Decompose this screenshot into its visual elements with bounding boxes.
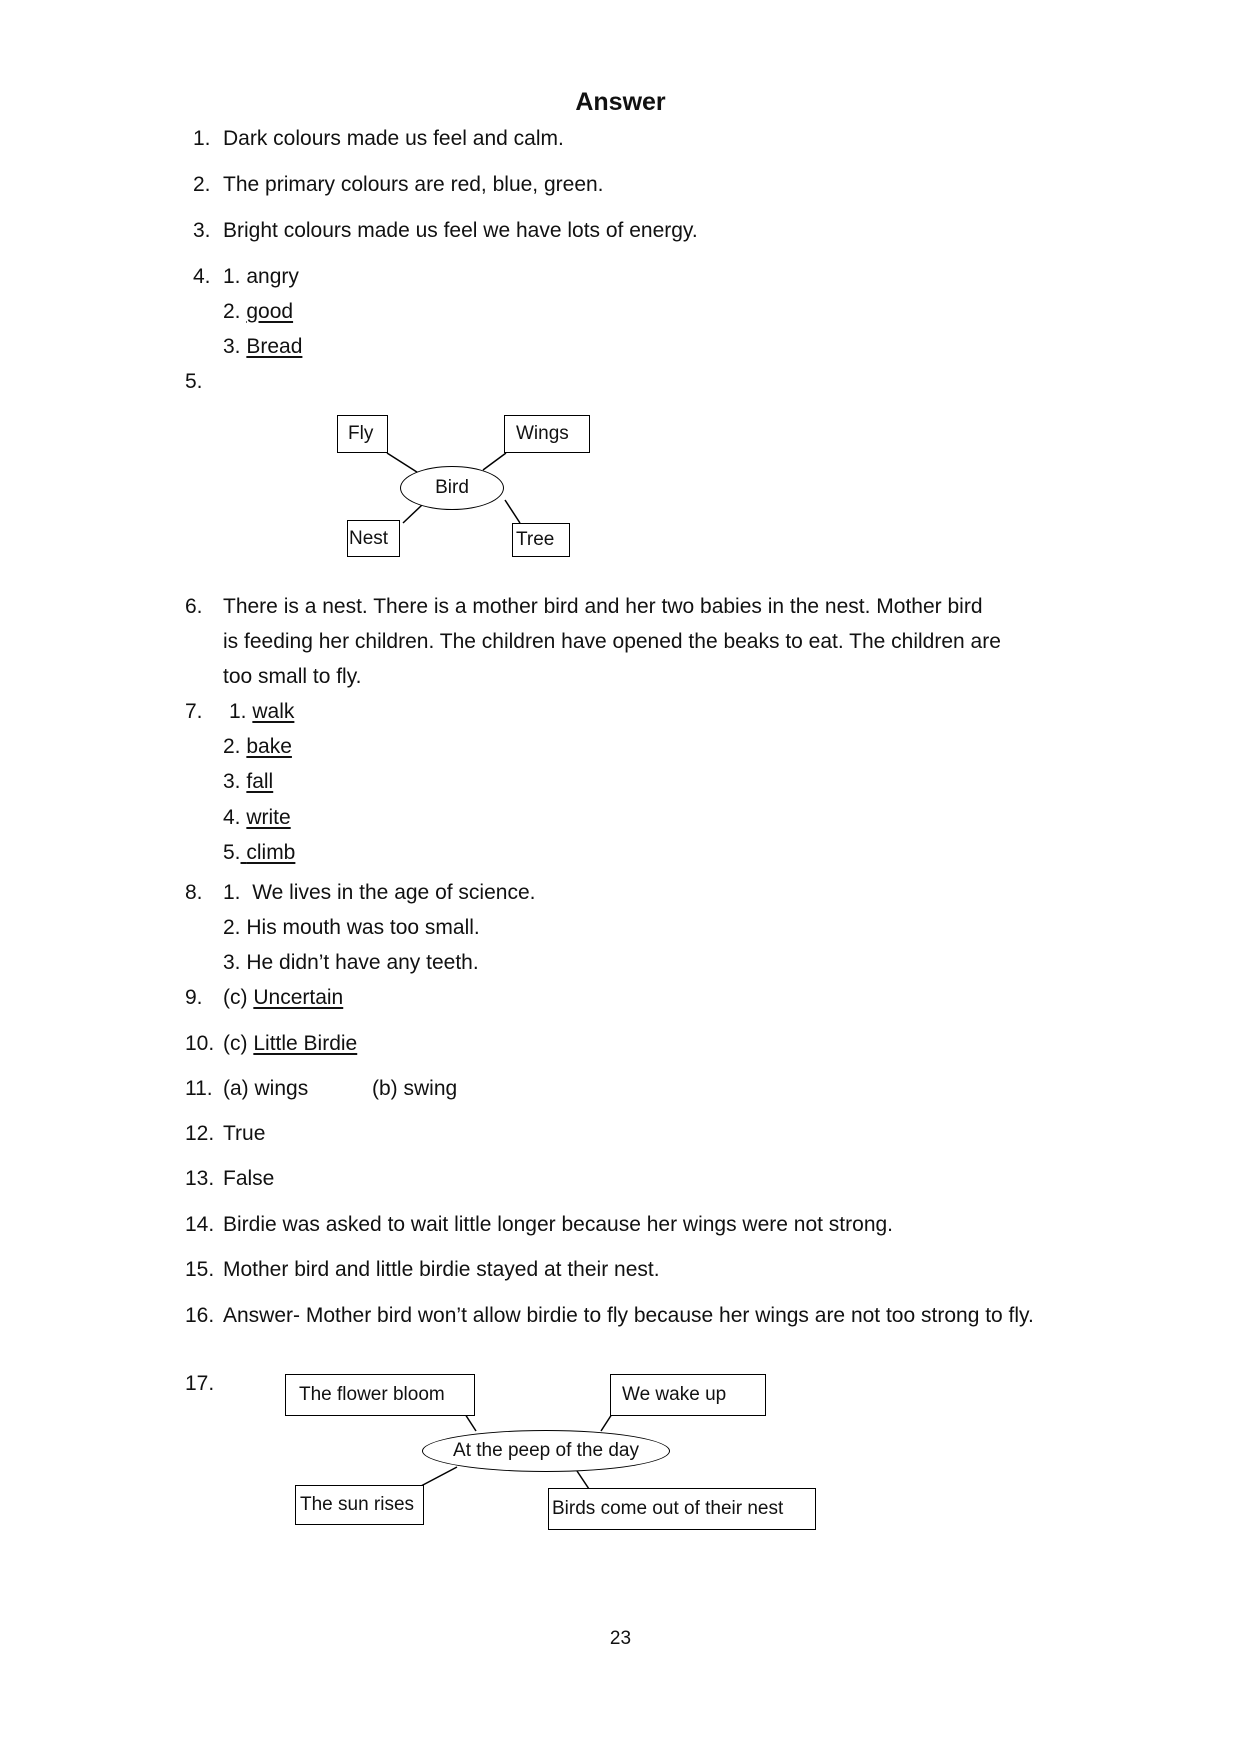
q3-number: 3. [193,219,211,242]
q3-answer: Bright colours made us feel we have lots of energy. [223,219,698,242]
q6-answer-line: There is a nest. There is a mother bird and her two babies in the nest. Mother bird [223,595,983,618]
page-title: Answer [575,88,666,116]
q16-answer: Answer- Mother bird won’t allow birdie to fly because her wings are not too strong to fly. [223,1304,1034,1327]
q7-item-number: 4. [223,806,241,829]
q6-answer-line: is feeding her children. The children have opened the beaks to eat. The children are [223,630,1001,653]
q8-item-number: 2. [223,916,241,939]
q9-option: (c) [223,986,248,1009]
q11-number: 11. [185,1077,213,1100]
q14-number: 14. [185,1213,215,1236]
q17-wake-box: We wake up [610,1374,766,1416]
q13-number: 13. [185,1167,215,1190]
q1-answer: Dark colours made us feel and calm. [223,127,564,150]
q4-item-text: Bread [246,335,303,358]
q17-center-ellipse: At the peep of the day [422,1430,670,1472]
q8-number: 8. [185,881,203,904]
q8-item-text: We lives in the age of science. [252,881,536,904]
q5-wings-box: Wings [504,415,590,453]
q12-number: 12. [185,1122,215,1145]
q17-flower-box: The flower bloom [285,1374,475,1416]
q4-item-text: good [246,300,294,323]
q7-item-number: 2. [223,735,241,758]
q8-item-text: His mouth was too small. [246,916,480,939]
q4-item-number: 1. [223,265,241,288]
q4-item-number: 3. [223,335,241,358]
q8-item-number: 1. [223,881,241,904]
q9-answer-text: Uncertain [253,986,344,1009]
q5-tree-box: Tree [512,523,570,557]
page-number: 23 [609,1628,632,1649]
q15-answer: Mother bird and little birdie stayed at their nest. [223,1258,660,1281]
q6-number: 6. [185,595,203,618]
q7-item-text: bake [246,735,292,758]
q10-option: (c) [223,1032,248,1055]
q1-number: 1. [193,127,211,150]
q2-number: 2. [193,173,211,196]
q5-nest-box: Nest [347,520,400,557]
q5-number: 5. [185,370,203,393]
q15-number: 15. [185,1258,215,1281]
q17-sun-box: The sun rises [295,1485,424,1525]
q11-answer-b: (b) swing [372,1077,458,1100]
q11-answer-a: (a) wings [223,1077,309,1100]
q16-number: 16. [185,1304,215,1327]
q12-answer: True [223,1122,266,1145]
q10-number: 10. [185,1032,215,1055]
q2-answer: The primary colours are red, blue, green. [223,173,604,196]
q7-item-text: write [246,806,291,829]
q9-number: 9. [185,986,203,1009]
q7-item-text: walk [252,700,295,723]
q5-fly-box: Fly [337,415,388,453]
q6-answer-line: too small to fly. [223,665,362,688]
q17-birds-box: Birds come out of their nest [548,1488,816,1530]
q7-item-text: fall [246,770,274,793]
q14-answer: Birdie was asked to wait little longer because her wings were not strong. [223,1213,894,1236]
q8-item-text: He didn’t have any teeth. [246,951,479,974]
q13-answer: False [223,1167,275,1190]
q5-center-ellipse: Bird [400,466,504,510]
q7-number: 7. [185,700,203,723]
q10-answer-text: Little Birdie [253,1032,358,1055]
q7-item-number: 5. [223,841,241,864]
q8-item-number: 3. [223,951,241,974]
q4-number: 4. [193,265,211,288]
q7-item-number: 1. [229,700,247,723]
q7-item-number: 3. [223,770,241,793]
q7-item-text: climb [246,841,296,864]
q4-item-number: 2. [223,300,241,323]
q17-number: 17. [185,1372,215,1395]
q4-item-text: angry [246,265,299,288]
